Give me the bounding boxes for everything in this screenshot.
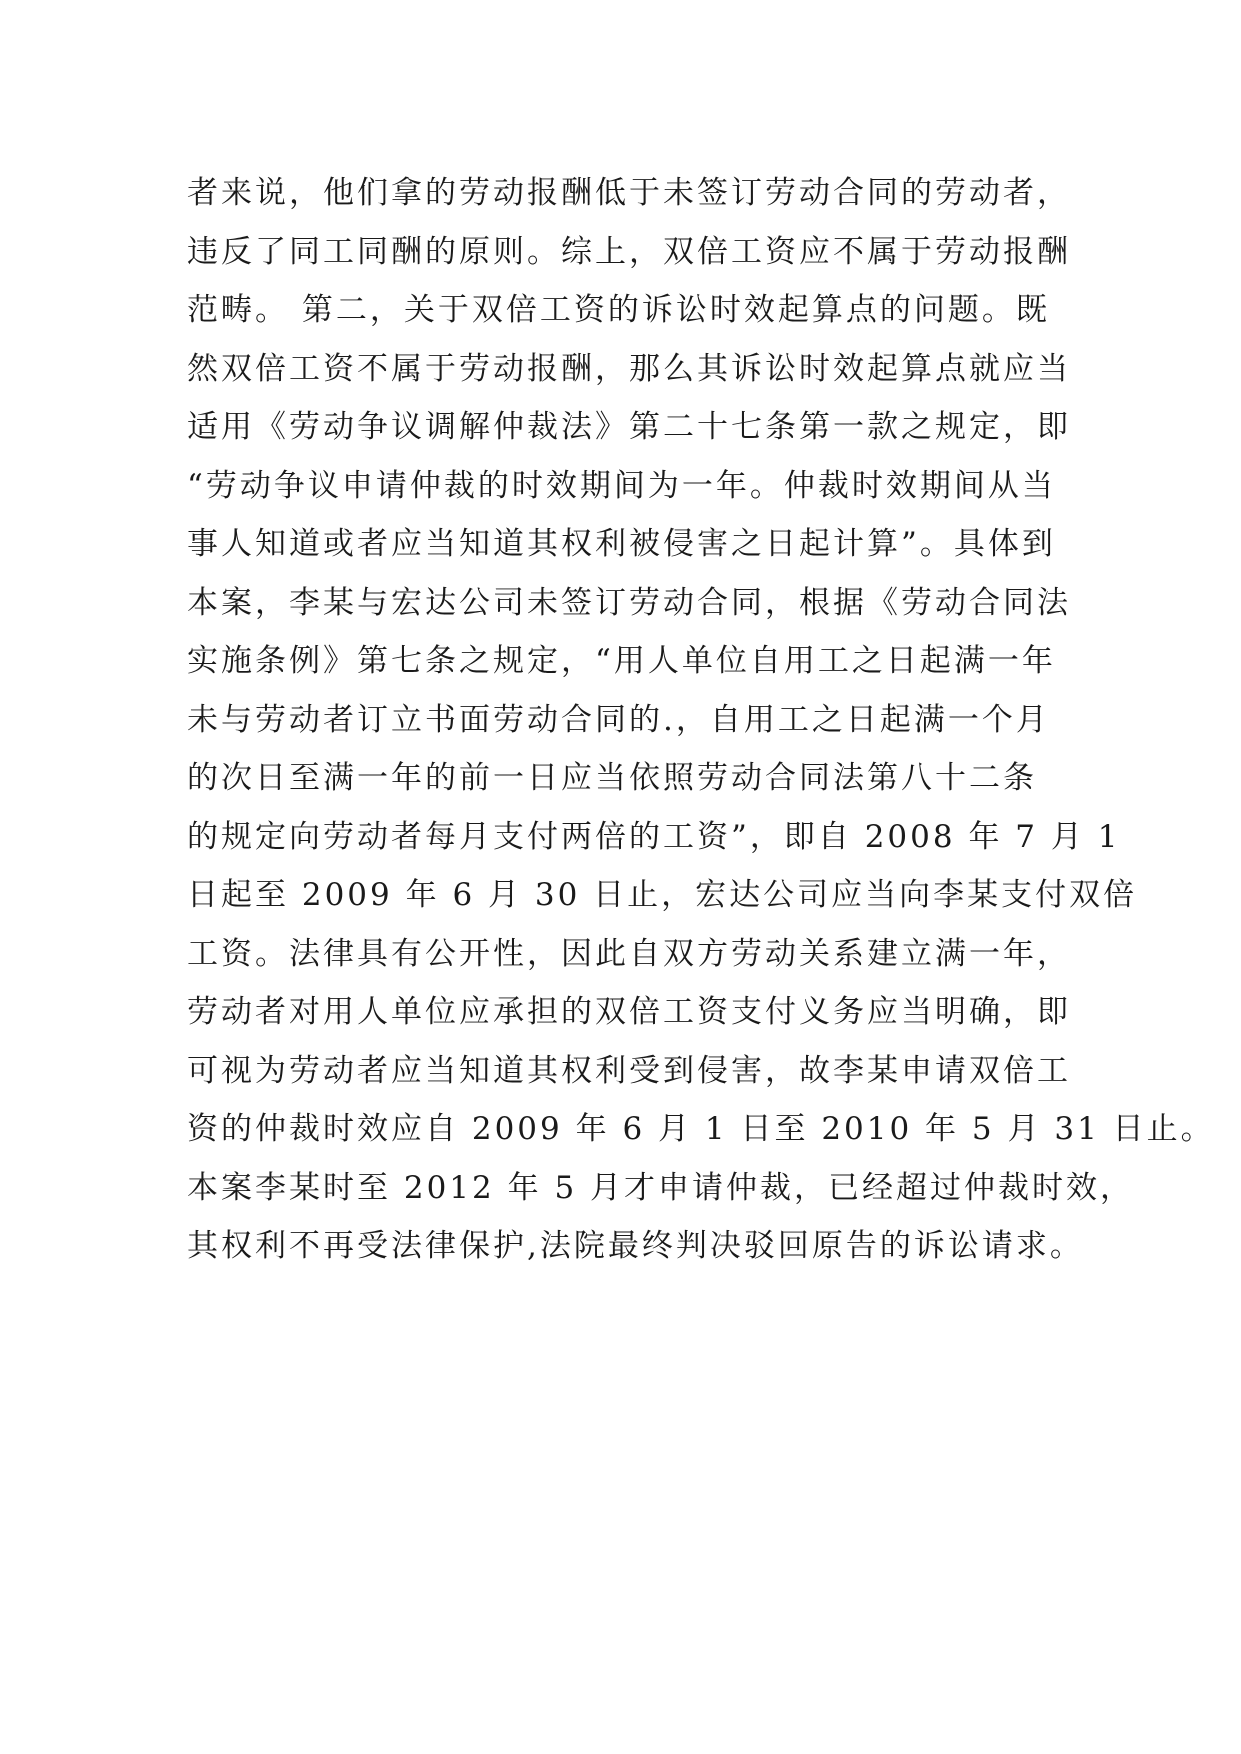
text-line-16: 可视为劳动者应当知道其权利受到侵害，故李某申请双倍工 [187,1052,1071,1089]
text-line-6: “劳动争议申请仲裁的时效期间为一年。仲裁时效期间从当 [187,467,1056,504]
text-line-8: 本案，李某与宏达公司未签订劳动合同，根据《劳动合同法 [187,584,1071,621]
text-line-19: 其权利不再受法律保护,法院最终判决驳回原告的诉讼请求。 [187,1228,1084,1264]
text-line-1: 者来说，他们拿的劳动报酬低于未签订劳动合同的劳动者， [187,175,1071,211]
text-line-7: 事人知道或者应当知道其权利被侵害之日起计算”。具体到 [187,526,1056,562]
text-line-18: 本案李某时至 2012 年 5 月才申请仲裁，已经超过仲裁时效， [187,1169,1135,1206]
text-line-3: 范畴。 第二，关于双倍工资的诉讼时效起算点的问题。既 [187,292,1050,328]
text-line-5: 适用《劳动争议调解仲裁法》第二十七条第一款之规定，即 [187,409,1071,445]
text-line-2: 违反了同工同酬的原则。综上，双倍工资应不属于劳动报酬 [187,233,1071,270]
text-line-9: 实施条例》第七条之规定，“用人单位自用工之日起满一年 [187,643,1056,679]
text-line-4: 然双倍工资不属于劳动报酬，那么其诉讼时效起算点就应当 [187,350,1071,387]
text-line-11: 的次日至满一年的前一日应当依照劳动合同法第八十二条 [187,760,1037,796]
text-line-15: 劳动者对用人单位应承担的双倍工资支付义务应当明确，即 [187,994,1071,1030]
text-line-17: 资的仲裁时效应自 2009 年 6 月 1 日至 2010 年 5 月 31 日止。 [187,1111,1215,1147]
text-line-13: 日起至 2009 年 6 月 30 日止，宏达公司应当向李某支付双倍 [187,877,1138,913]
text-line-12: 的规定向劳动者每月支付两倍的工资”，即自 2008 年 7 月 1 [187,818,1121,855]
body-text [187,164,1215,1276]
text-line-14: 工资。法律具有公开性，因此自双方劳动关系建立满一年， [187,935,1071,972]
text-line-10: 未与劳动者订立书面劳动合同的.，自用工之日起满一个月 [187,701,1050,738]
